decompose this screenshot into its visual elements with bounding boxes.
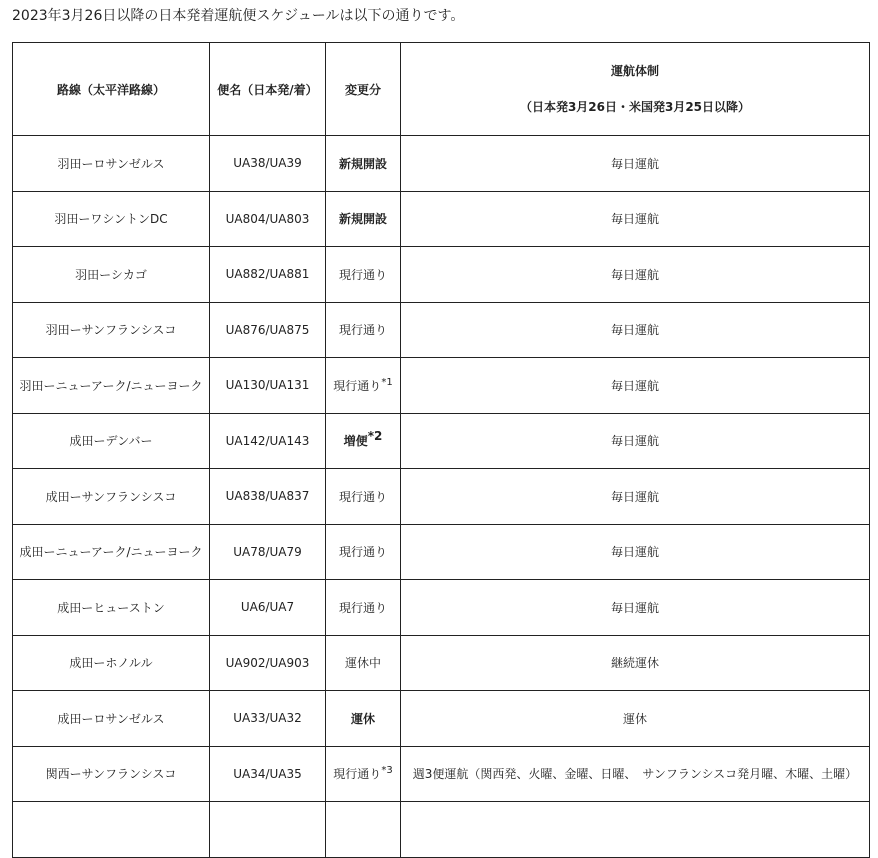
operations-cell: 毎日運航	[401, 524, 870, 580]
change-cell: 現行通り	[326, 247, 401, 303]
change-cell: 現行通り	[326, 580, 401, 636]
table-row	[13, 413, 870, 469]
route-cell: 成田ーロサンゼルス	[13, 691, 210, 747]
flight-cell: UA6/UA7	[210, 580, 326, 636]
flight-cell: UA34/UA35	[210, 746, 326, 802]
schedule-table	[12, 42, 870, 858]
operations-cell: 週3便運航（関西発、火曜、金曜、日曜、 サンフランシスコ発月曜、木曜、土曜）	[401, 746, 870, 802]
header-flight: 便名（日本発/着）	[210, 43, 326, 136]
table-row	[13, 302, 870, 358]
table-row	[13, 746, 870, 802]
operations-cell: 毎日運航	[401, 247, 870, 303]
change-cell	[326, 746, 401, 802]
change-cell: 現行通り	[326, 524, 401, 580]
route-cell: 成田ーニューアーク/ニューヨーク	[13, 524, 210, 580]
flight-cell: UA142/UA143	[210, 413, 326, 469]
change-label: 新規開設	[338, 156, 387, 171]
flight-cell: UA804/UA803	[210, 191, 326, 247]
flight-cell: UA838/UA837	[210, 469, 326, 525]
change-label: 運休	[350, 711, 375, 726]
operations-cell: 毎日運航	[401, 469, 870, 525]
route-cell: 関西ーサンフランシスコ	[13, 746, 210, 802]
table-row	[13, 136, 870, 192]
change-cell: 運休中	[326, 635, 401, 691]
table-row	[13, 191, 870, 247]
change-label: 新規開設	[338, 212, 387, 227]
operations-cell: 運休	[401, 691, 870, 747]
table-row	[13, 691, 870, 747]
route-cell: 成田ーデンバー	[13, 413, 210, 469]
table-row	[13, 524, 870, 580]
table-row-partial	[13, 802, 870, 858]
change-label: 現行通り	[333, 767, 382, 782]
flight-cell: UA902/UA903	[210, 635, 326, 691]
flight-cell: UA38/UA39	[210, 136, 326, 192]
change-cell	[326, 136, 401, 192]
operations-cell: 毎日運航	[401, 302, 870, 358]
flight-cell: UA130/UA131	[210, 358, 326, 414]
change-cell: 現行通り	[326, 469, 401, 525]
header-route: 路線（太平洋路線）	[13, 43, 210, 136]
route-cell: 羽田ーロサンゼルス	[13, 136, 210, 192]
intro-text: 2023年3月26日以降の日本発着運航便スケジュールは以下の通りです。	[12, 8, 465, 24]
change-cell: 現行通り	[326, 302, 401, 358]
flight-cell: UA78/UA79	[210, 524, 326, 580]
header-operations-title: 運航体制	[610, 64, 659, 78]
footnote-marker: *1	[381, 376, 393, 388]
operations-cell: 毎日運航	[401, 413, 870, 469]
flight-cell: UA33/UA32	[210, 691, 326, 747]
header-operations	[401, 43, 870, 136]
route-cell: 成田ーホノルル	[13, 635, 210, 691]
footnote-marker: *2	[367, 429, 383, 444]
operations-cell: 毎日運航	[401, 358, 870, 414]
operations-cell: 継続運休	[401, 635, 870, 691]
change-cell	[326, 691, 401, 747]
route-cell: 羽田ーニューアーク/ニューヨーク	[13, 358, 210, 414]
route-cell: 羽田ーサンフランシスコ	[13, 302, 210, 358]
operations-cell: 毎日運航	[401, 580, 870, 636]
flight-cell: UA876/UA875	[210, 302, 326, 358]
table-row	[13, 580, 870, 636]
table-row	[13, 358, 870, 414]
route-cell: 羽田ーシカゴ	[13, 247, 210, 303]
footnote-marker: *3	[381, 765, 393, 777]
operations-cell: 毎日運航	[401, 191, 870, 247]
table-header-row	[13, 43, 870, 136]
change-cell	[326, 413, 401, 469]
table-row	[13, 247, 870, 303]
operations-cell: 毎日運航	[401, 136, 870, 192]
header-change: 変更分	[326, 43, 401, 136]
flight-cell: UA882/UA881	[210, 247, 326, 303]
change-label: 増便	[343, 434, 368, 449]
header-operations-period: （日本発3月26日・米国発3月25日以降）	[519, 100, 751, 114]
change-label: 現行通り	[333, 378, 382, 393]
route-cell: 成田ーヒューストン	[13, 580, 210, 636]
route-cell: 羽田ーワシントンDC	[13, 191, 210, 247]
table-row	[13, 469, 870, 525]
change-cell	[326, 358, 401, 414]
change-cell	[326, 191, 401, 247]
table-row	[13, 635, 870, 691]
route-cell: 成田ーサンフランシスコ	[13, 469, 210, 525]
